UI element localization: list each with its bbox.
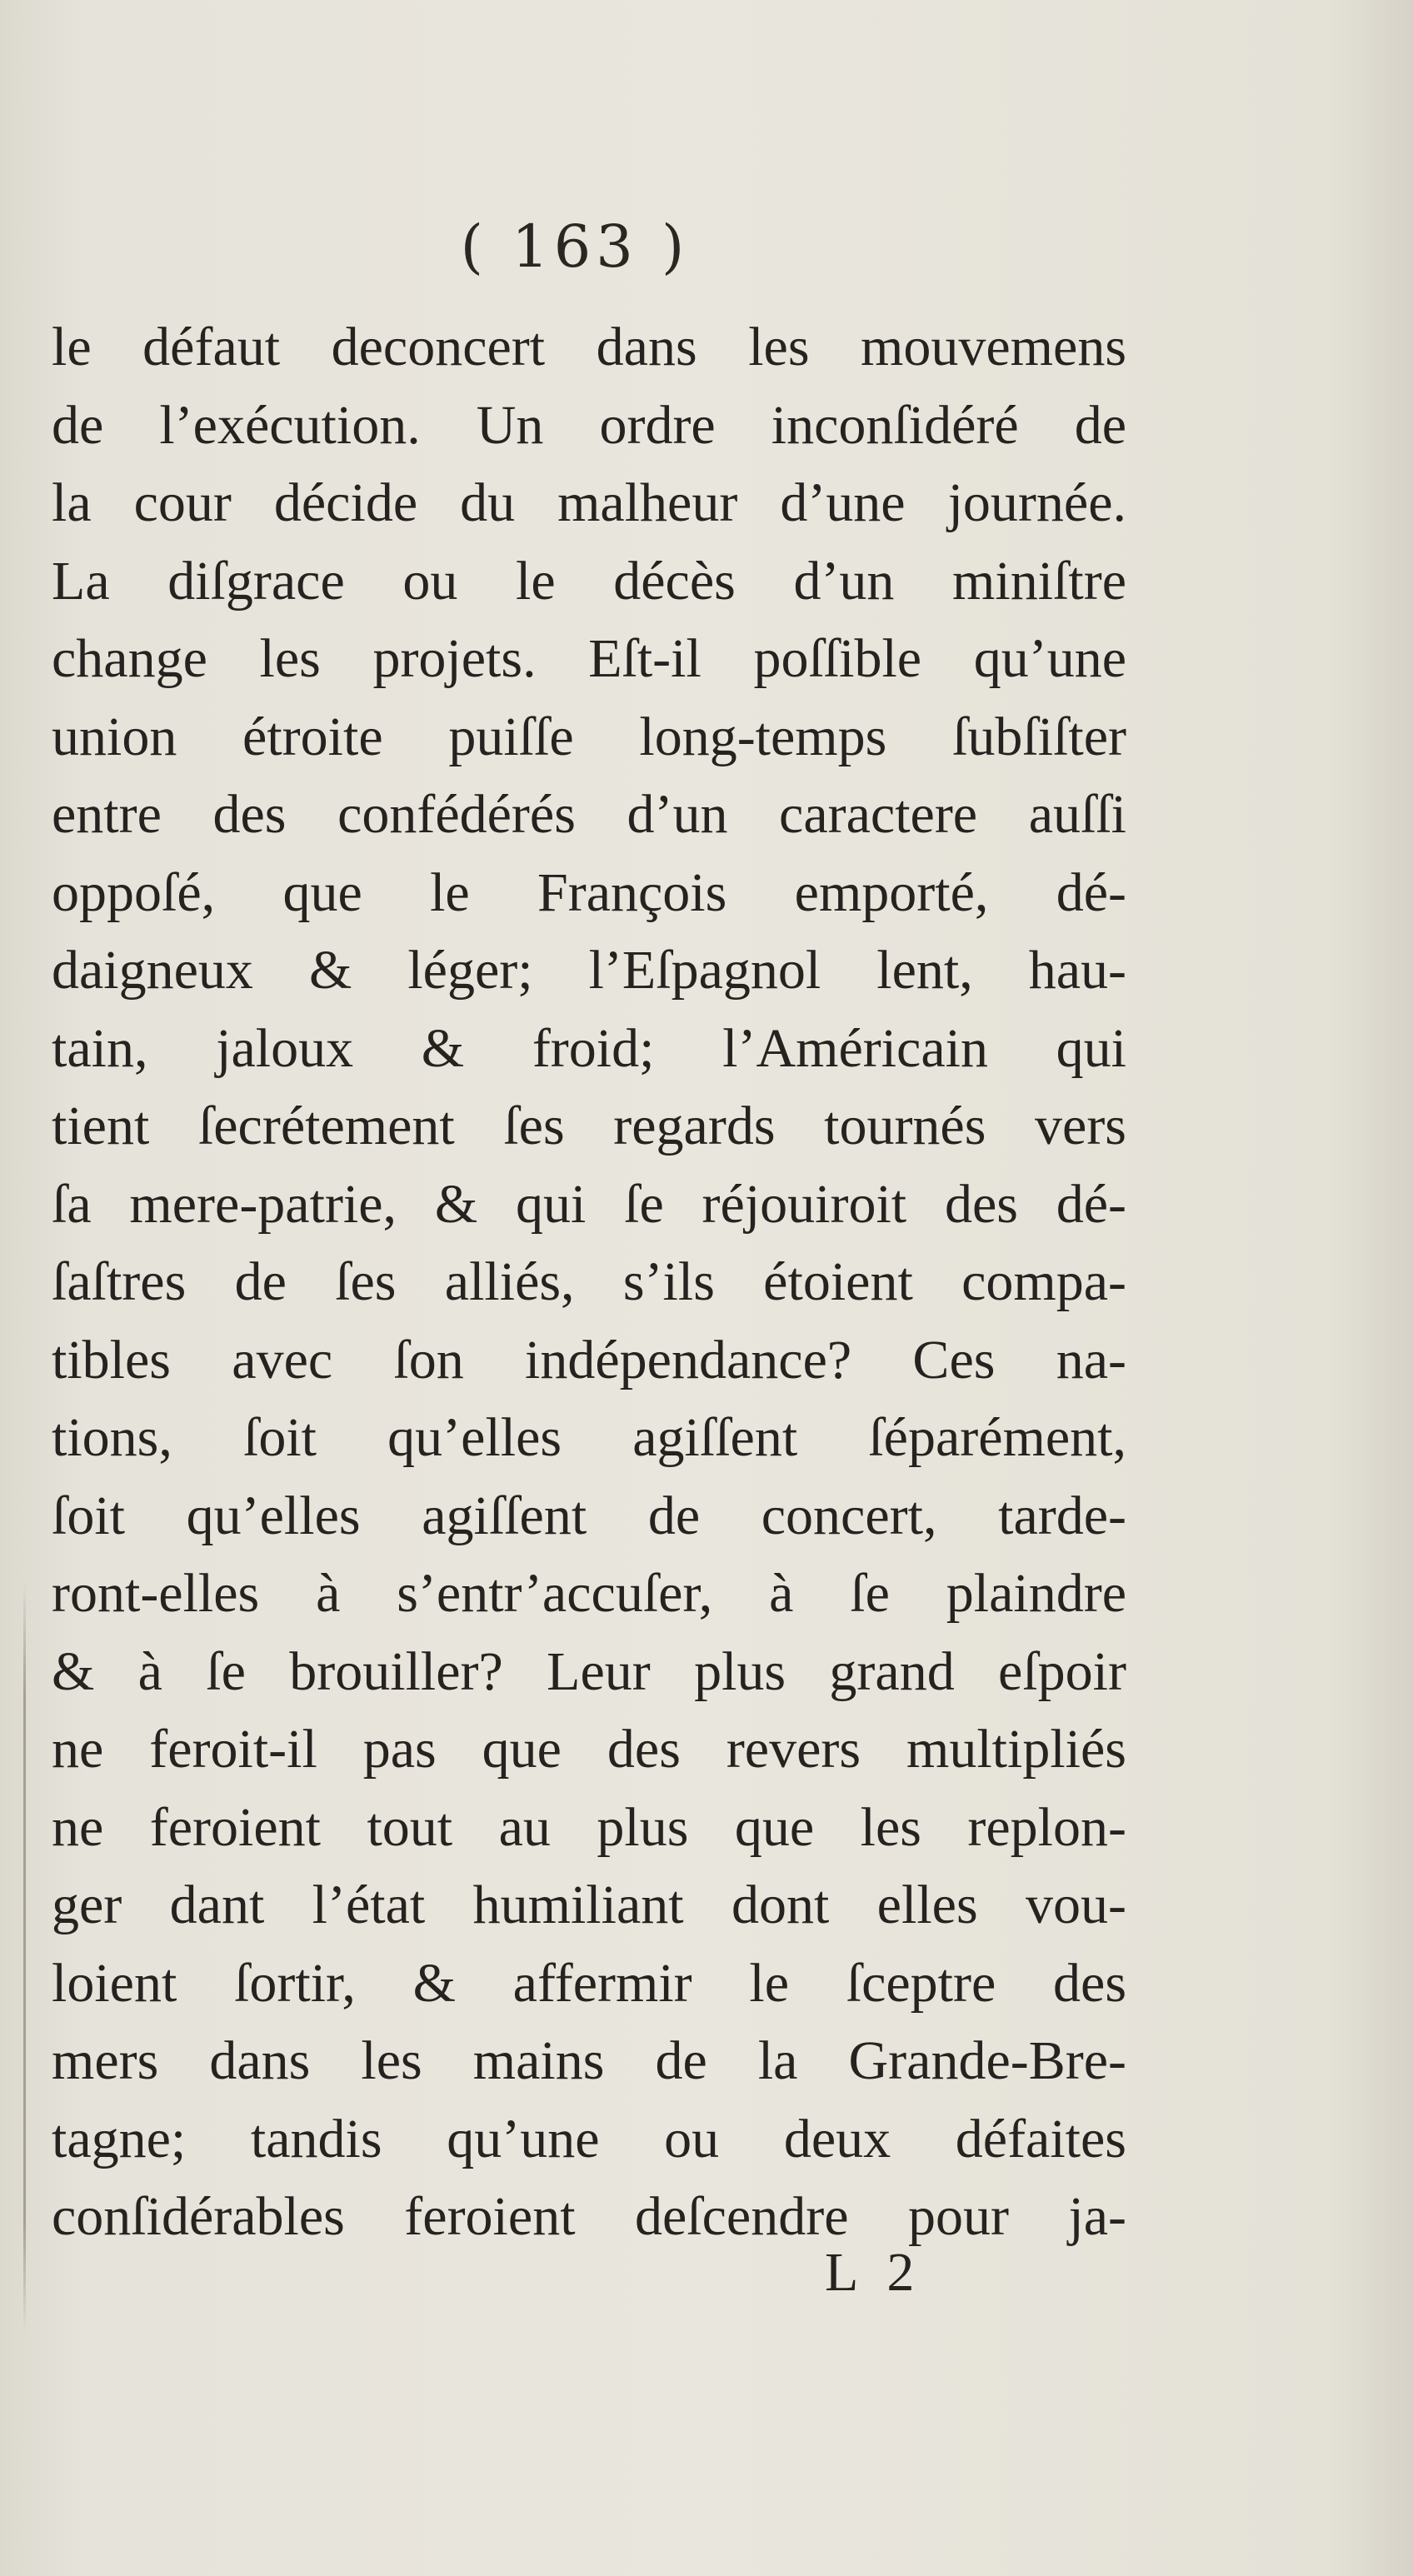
text-line: conſidérables feroient deſcendre pour ja- [52, 2186, 1126, 2247]
page-gutter-edge [23, 1583, 26, 2333]
text-line: entre des confédérés d’un caractere auſſi [52, 784, 1126, 845]
text-line: tagne; tandis qu’une ou deux défaites [52, 2108, 1126, 2169]
text-line: ſaſtres de ſes alliés, s’ils étoient compa- [52, 1251, 1126, 1312]
text-line: la cour décide du malheur d’une journée. [52, 472, 1126, 533]
text-line: ſa mere-patrie, & qui ſe réjouiroit des dé- [52, 1173, 1126, 1235]
text-line: oppoſé, que le François emporté, dé- [52, 861, 1126, 923]
text-line: ſoit qu’elles agiſſent de concert, tarde- [52, 1485, 1126, 1546]
text-line: de l’exécution. Un ordre inconſidéré de [52, 394, 1126, 456]
text-line: tain, jaloux & froid; l’Américain qui [52, 1017, 1126, 1079]
text-line: ne feroit-il pas que des revers multipliés [52, 1719, 1126, 1780]
body-text [52, 308, 1126, 2256]
text-line: loient ſortir, & affermir le ſceptre des [52, 1952, 1126, 2014]
text-line: ger dant l’état humiliant dont elles vou- [52, 1875, 1126, 1935]
text-line: La diſgrace ou le décès d’un miniſtre [52, 550, 1126, 612]
text-line: daigneux & léger; l’Eſpagnol lent, hau- [52, 940, 1126, 1001]
text-line: & à ſe brouiller? Leur plus grand eſpoir [52, 1640, 1126, 1702]
text-line: tions, ſoit qu’elles agiſſent ſéparément, [52, 1407, 1126, 1468]
signature-mark: L 2 [825, 2242, 923, 2303]
page-number: ( 163 ) [460, 212, 690, 281]
text-line: tibles avec ſon indépendance? Ces na- [52, 1329, 1126, 1390]
text-line: le défaut deconcert dans les mouvemens [52, 317, 1126, 377]
text-line: mers dans les mains de la Grande-Bre- [52, 2030, 1126, 2091]
text-line: tient ſecrétement ſes regards tournés vers [52, 1096, 1126, 1156]
text-line: union étroite puiſſe long-temps ſubſiſter [52, 706, 1126, 767]
text-line: ne feroient tout au plus que les replon- [52, 1796, 1126, 1858]
text-line: ront-elles à s’entr’accuſer, à ſe plaindre [52, 1563, 1126, 1624]
text-line: change les projets. Eſt-il poſſible qu’une [52, 628, 1126, 689]
